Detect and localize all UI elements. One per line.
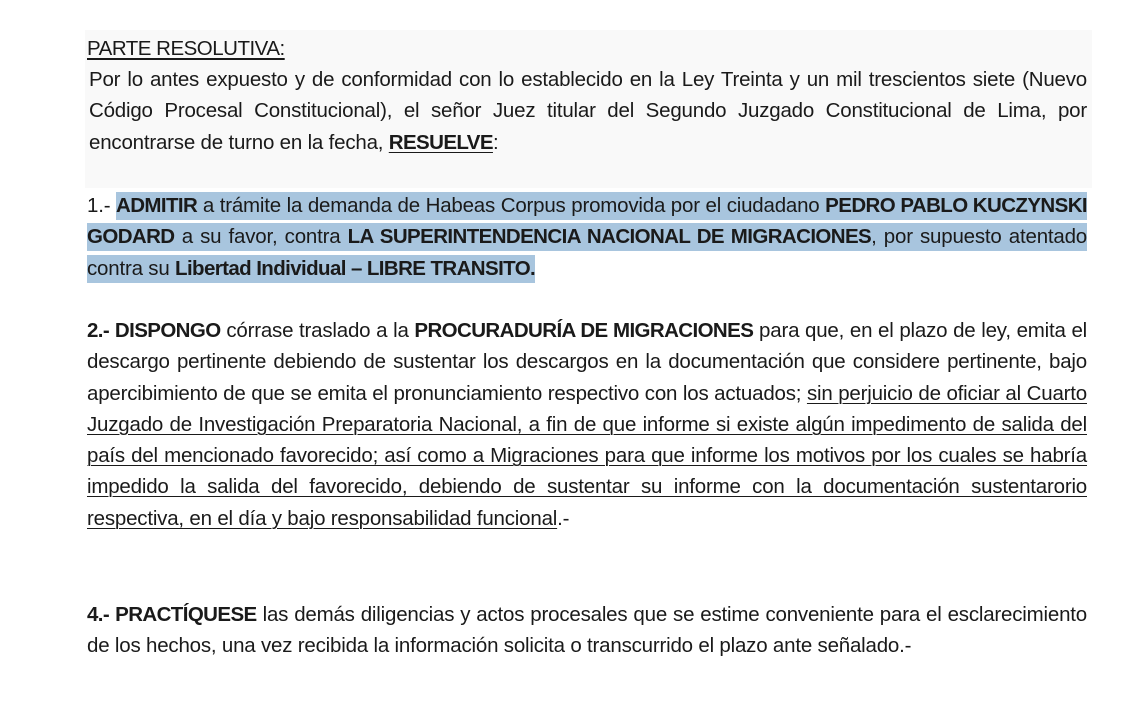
- intro-paragraph[interactable]: [89, 64, 1087, 158]
- item-4-verb: PRACTÍQUESE: [115, 603, 257, 626]
- item-2-text-b: para que, en el plazo de ley, emita el descargo pertinente debiendo de sustentar los descargos en la documentación que considere pertinente, bajo apercibimiento de que se emita el pronunciamiento respectivo con los actuados;: [87, 319, 1088, 405]
- item-2-entity: PROCURADURÍA DE MIGRACIONES: [414, 319, 754, 342]
- item-1-paragraph[interactable]: [87, 190, 1087, 284]
- item-4-paragraph[interactable]: [87, 599, 1087, 662]
- item-2-suffix: .-: [557, 506, 570, 530]
- item-1-text-a: a trámite la demanda de Habeas Corpus promovida por el ciudadano: [197, 194, 826, 217]
- heading-text: PARTE RESOLUTIVA:: [87, 37, 285, 60]
- item-1-entity: LA SUPERINTENDENCIA NACIONAL DE MIGRACIONES: [347, 225, 872, 249]
- item-2-paragraph[interactable]: [87, 315, 1087, 534]
- intro-text: Por lo antes expuesto y de conformidad con lo establecido en la Ley Treinta y un mil trescientos siete (Nuevo Código Procesal Constitucional), el señor Juez titular del Segundo Juzgado Constitucional de Lima, por encontrarse de turno en la fecha,: [89, 68, 1087, 154]
- item-1-text-b: a su favor, contra: [174, 225, 348, 249]
- item-1-number: 1.-: [87, 194, 111, 217]
- item-2-underlined: sin perjuicio de oficiar al Cuarto Juzgado de Investigación Preparatoria Nacional, a fin de que informe si existe algún impedimento de salida del país del mencionado favorecido; así como a Migraciones para que informe los motivos por los cuales se habría impedido la salida del favorecido, debiendo de sustentar su informe con la documentación sustentarorio respectiva, en el día y bajo responsabilidad funcional: [87, 381, 1087, 530]
- item-1-selection[interactable]: [87, 192, 1087, 283]
- item-2-text-a: córrase traslado a la: [220, 319, 415, 342]
- item-1-verb: ADMITIR: [115, 194, 198, 217]
- item-1-name: PEDRO PABLO KUCZYNSKI GODARD: [87, 194, 1087, 249]
- intro-suffix: :: [492, 130, 499, 154]
- item-2-verb: DISPONGO: [114, 319, 221, 342]
- item-2-number: 2.-: [87, 319, 110, 342]
- resuelve-emphasis: RESUELVE: [388, 130, 493, 154]
- item-4-text: las demás diligencias y actos procesales que se estime conveniente para el esclarecimiento de los hechos, una vez recibida la información solicita o transcurrido el plazo ante señalado.-: [87, 603, 1087, 658]
- item-4-number: 4.-: [87, 603, 110, 626]
- item-1-text-c: , por supuesto atentado contra su: [87, 225, 1087, 280]
- section-heading: [87, 33, 1087, 64]
- item-1-right: Libertad Individual – LIBRE TRANSITO.: [175, 256, 536, 280]
